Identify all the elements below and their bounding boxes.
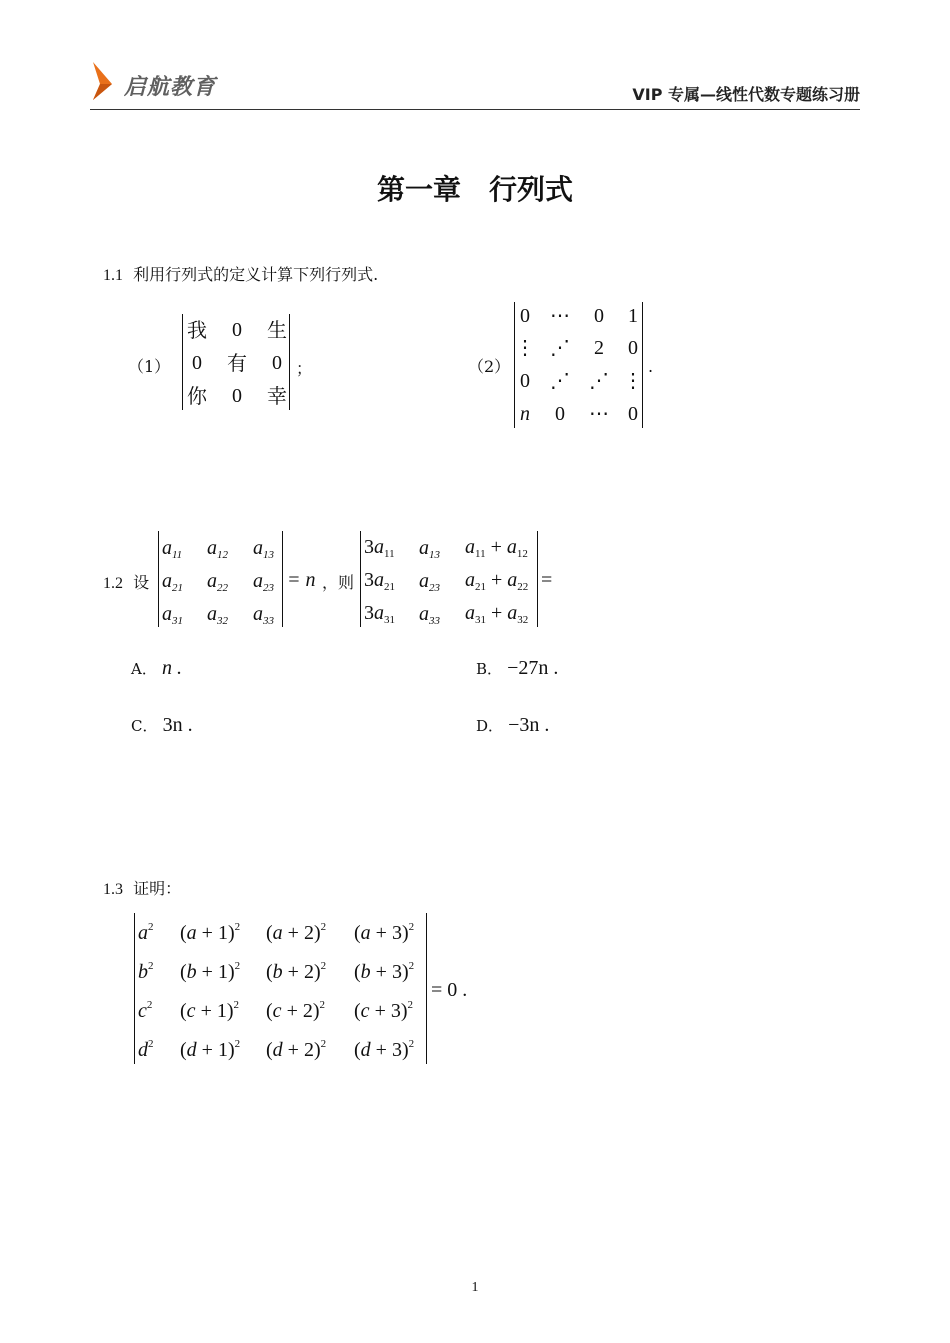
result-equals-zero: = 0 . [431, 979, 468, 1001]
determinant-bar-left [134, 913, 135, 1064]
option-d [476, 714, 549, 737]
matrix-cell: $(d + 3)^2$ [354, 1038, 415, 1061]
option-label: A． [131, 660, 157, 678]
matrix-cell: ⋮ [623, 370, 643, 392]
part-1-label: （1） [128, 357, 171, 376]
part-1-end: ； [296, 359, 313, 378]
matrix-cell: 0 [272, 352, 282, 374]
chapter-title: 第一章 行列式 [376, 173, 573, 206]
option-label: D． [476, 717, 504, 735]
matrix-cell: $a_{11} + a_{12}$ [465, 536, 528, 560]
option-value: −3n . [508, 714, 550, 736]
matrix-cell: $a_{32}$ [207, 603, 228, 627]
page-number: 1 [471, 1280, 479, 1295]
determinant-bar-right [282, 531, 283, 627]
then-text: ，则 [322, 573, 355, 592]
determinant-bar-right [537, 531, 538, 627]
question-lead: 设 [133, 573, 150, 592]
matrix-cell: ⋰ [589, 370, 609, 392]
matrix-cell: $3a_{21}$ [364, 569, 395, 593]
matrix-cell: $a_{33}$ [253, 603, 274, 627]
matrix-cell: 生 [267, 318, 287, 342]
matrix-cell: 0 [192, 352, 202, 374]
question-1-3 [103, 876, 181, 899]
question-text: 利用行列式的定义计算下列行列式. [133, 265, 379, 284]
matrix-cell: ⋮ [515, 337, 535, 359]
option-a [131, 657, 182, 680]
matrix-cell: $(b + 2)^2$ [266, 960, 327, 983]
option-value: −27n . [507, 657, 559, 679]
matrix-cell: $a_{23}$ [419, 570, 440, 594]
part-2-end: . [648, 357, 654, 376]
matrix-cell: $a_{21}$ [162, 570, 183, 594]
matrix-cell: $3a_{11}$ [364, 536, 395, 560]
matrix-cell: $(a + 3)^2$ [354, 921, 415, 944]
matrix-cell: 0 [232, 385, 242, 407]
matrix-cell: $(d + 2)^2$ [266, 1038, 327, 1061]
matrix-cell: 0 [628, 403, 638, 425]
part-2-label: （2） [468, 357, 511, 376]
matrix-cell: $a_{23}$ [253, 570, 274, 594]
matrix-cell: 0 [628, 337, 638, 359]
matrix-cell: 我 [187, 318, 207, 342]
matrix-cell: ⋰ [550, 337, 570, 359]
matrix-cell: 0 [555, 403, 565, 425]
matrix-cell: n [520, 403, 530, 425]
matrix-cell: $a_{13}$ [253, 537, 274, 561]
matrix-cell: ⋰ [550, 370, 570, 392]
matrix-cell: 0 [232, 319, 242, 341]
matrix-cell: ⋯ [550, 305, 570, 327]
matrix-cell: $(d + 1)^2$ [180, 1038, 241, 1061]
matrix-cell: $a_{33}$ [419, 603, 440, 627]
matrix-cell: 有 [227, 351, 247, 375]
equals-sign: = [541, 569, 553, 591]
option-label: B． [476, 660, 503, 678]
matrix-cell: $a_{12}$ [207, 537, 228, 561]
matrix-cell: $3a_{31}$ [364, 602, 395, 626]
matrix-cell: 0 [520, 305, 530, 327]
header-divider [90, 109, 860, 110]
matrix-cell: $(a + 2)^2$ [266, 921, 327, 944]
matrix-cell: $d^2$ [138, 1038, 154, 1061]
option-label: C． [131, 717, 158, 735]
question-text: 证明： [133, 879, 182, 898]
matrix-cell: $(c + 2)^2$ [266, 999, 326, 1022]
question-number: 1.3 [103, 881, 123, 898]
option-value: 3n . [162, 714, 193, 736]
matrix-cell: $a^2$ [138, 921, 154, 944]
determinant-bar-left [360, 531, 361, 627]
option-c [131, 714, 193, 737]
matrix-cell: $a_{21} + a_{22}$ [465, 569, 529, 593]
matrix-cell: $(a + 1)^2$ [180, 921, 241, 944]
option-value: n . [161, 657, 182, 679]
logo-text: 启航教育 [124, 75, 217, 100]
matrix-cell: $a_{31}$ [162, 603, 183, 627]
determinant-bar-right [426, 913, 427, 1064]
question-number: 1.2 [103, 575, 123, 592]
matrix-cell: 0 [520, 370, 530, 392]
matrix-cell: 你 [187, 384, 207, 408]
question-1-1 [103, 262, 378, 285]
equals-n: = n [287, 569, 316, 591]
matrix-cell: $a_{11}$ [162, 537, 183, 561]
matrix-cell: $(c + 3)^2$ [354, 999, 414, 1022]
determinant-bar-left [158, 531, 159, 627]
matrix-cell: $(b + 3)^2$ [354, 960, 415, 983]
header-subtitle: VIP 专属—线性代数专题练习册 [632, 85, 860, 104]
matrix-cell: ⋯ [589, 403, 609, 425]
matrix-cell: $b^2$ [138, 960, 154, 983]
matrix-cell: 幸 [267, 384, 287, 408]
matrix-cell: $c^2$ [138, 999, 153, 1022]
matrix-cell: 1 [628, 305, 638, 327]
matrix-cell: 0 [594, 305, 604, 327]
matrix-cell: $a_{13}$ [419, 537, 440, 561]
determinant-bar-left [182, 314, 183, 410]
question-1-2 [103, 570, 149, 593]
question-number: 1.1 [103, 267, 123, 284]
option-b [476, 657, 558, 680]
matrix-cell: $(b + 1)^2$ [180, 960, 241, 983]
matrix-cell: $(c + 1)^2$ [180, 999, 240, 1022]
matrix-cell: $a_{22}$ [207, 570, 228, 594]
matrix-cell: 2 [594, 337, 604, 359]
matrix-cell: $a_{31} + a_{32}$ [465, 602, 529, 626]
